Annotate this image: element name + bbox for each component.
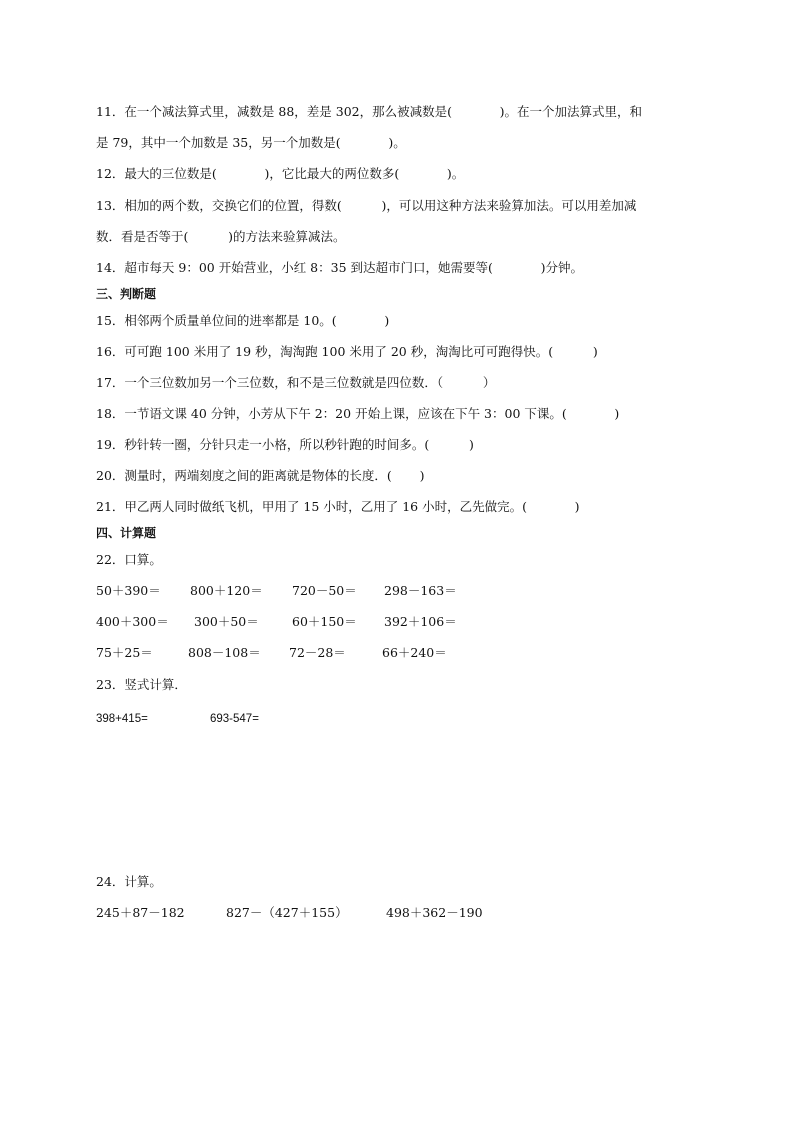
q12: 12．最大的三位数是( )，它比最大的两位数多( )。 [96, 166, 465, 181]
q20: 20．测量时，两端刻度之间的距离就是物体的长度．( ) [96, 468, 425, 483]
calc-item: 245＋87－182 [96, 905, 185, 920]
vertical-calc-item: 398+415= [96, 713, 148, 725]
oral-calc-item: 400＋300＝ [96, 614, 169, 629]
section-3-heading: 三、判断题 [96, 287, 157, 301]
oral-calc-item: 300＋50＝ [194, 614, 259, 629]
q13-line1: 13．相加的两个数，交换它们的位置，得数( )，可以用这种方法来验算加法。可以用差加减 [96, 198, 637, 213]
calc-item: 498＋362－190 [386, 905, 483, 920]
oral-calc-item: 808－108＝ [188, 645, 261, 660]
q11-line2: 是 79，其中一个加数是 35，另一个加数是( )。 [96, 135, 406, 150]
q24-label: 24．计算。 [96, 874, 162, 889]
oral-calc-item: 66＋240＝ [382, 645, 447, 660]
q22-label: 22．口算。 [96, 552, 162, 567]
oral-calc-item: 75＋25＝ [96, 645, 153, 660]
q19: 19．秒针转一圈，分针只走一小格，所以秒针跑的时间多。( ) [96, 437, 474, 452]
q14: 14．超市每天 9：00 开始营业，小红 8：35 到达超市门口，她需要等( )分钟。 [96, 260, 583, 275]
oral-calc-item: 60＋150＝ [292, 614, 357, 629]
q17: 17．一个三位数加另一个三位数，和不是三位数就是四位数．（ ） [96, 375, 496, 390]
oral-calc-item: 720－50＝ [292, 583, 357, 598]
oral-calc-item: 392＋106＝ [384, 614, 457, 629]
q18: 18．一节语文课 40 分钟，小芳从下午 2：20 开始上课，应该在下午 3：00 下课。( ) [96, 406, 620, 421]
section-4-heading: 四、计算题 [96, 526, 157, 540]
oral-calc-item: 298－163＝ [384, 583, 457, 598]
vertical-calc-item: 693-547= [210, 713, 259, 725]
q21: 21．甲乙两人同时做纸飞机，甲用了 15 小时，乙用了 16 小时，乙先做完。( ) [96, 499, 580, 514]
q11-line1: 11．在一个减法算式里，减数是 88，差是 302，那么被减数是( )。在一个加法算式里，和 [96, 104, 643, 119]
oral-calc-item: 72－28＝ [289, 645, 346, 660]
q16: 16．可可跑 100 米用了 19 秒，淘淘跑 100 米用了 20 秒，淘淘比可可跑得快。( ) [96, 344, 598, 359]
oral-calc-item: 800＋120＝ [190, 583, 263, 598]
calc-item: 827－（427＋155） [226, 905, 348, 920]
q13-line2: 数．看是否等于( )的方法来验算减法。 [96, 229, 346, 244]
q23-label: 23．竖式计算． [96, 677, 187, 692]
oral-calc-item: 50＋390＝ [96, 583, 161, 598]
q15: 15．相邻两个质量单位间的进率都是 10。( ) [96, 313, 390, 328]
